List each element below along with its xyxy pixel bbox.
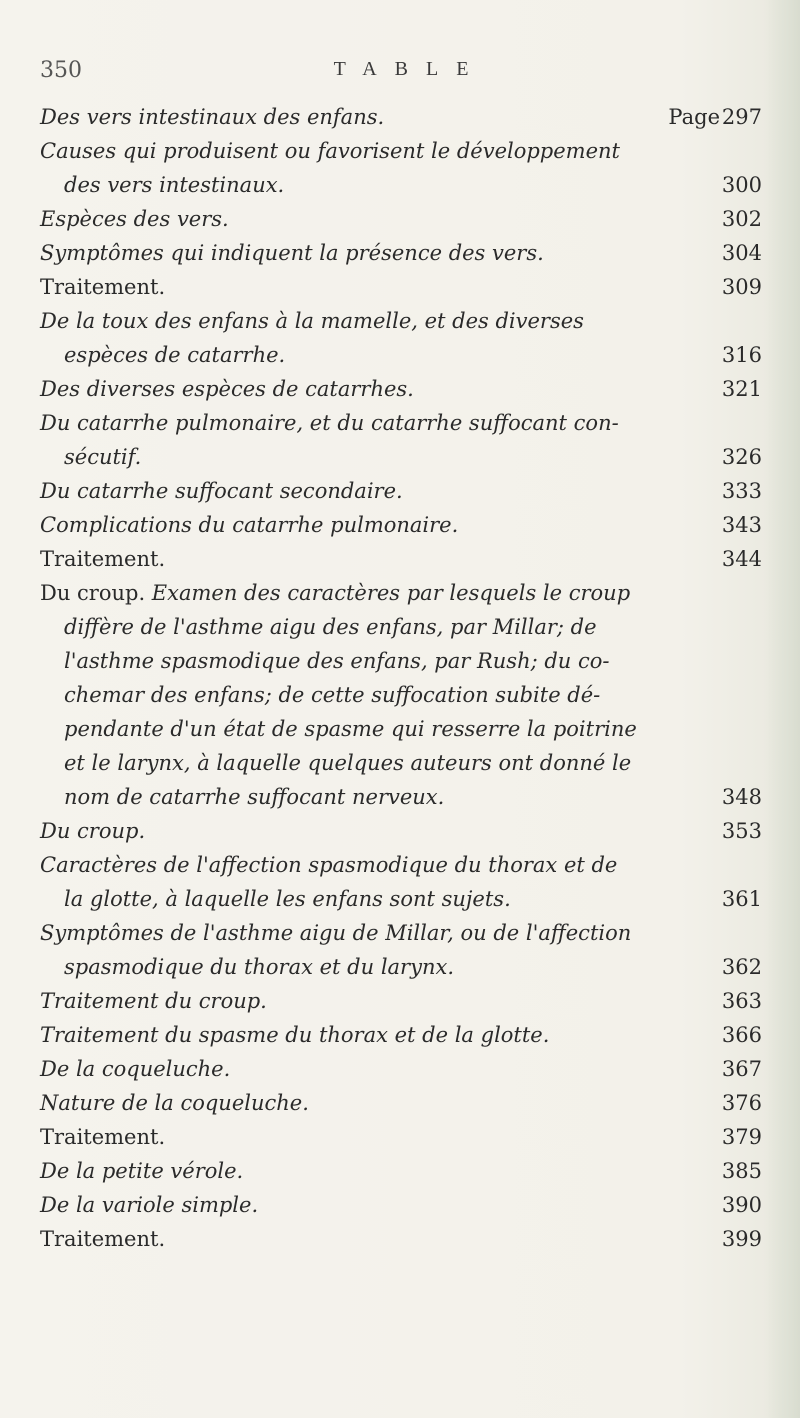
toc-entry-line [40, 1120, 762, 1154]
toc-entry-page-number: 353 [721, 819, 762, 843]
toc-entry [40, 1222, 762, 1256]
toc-entry-title: Causes qui produisent ou favorisent le développement [40, 139, 620, 163]
toc-entry-line [40, 474, 762, 508]
toc-entry-line [40, 1086, 762, 1120]
toc-entry-title: Traitement du croup. [40, 989, 267, 1013]
toc-entry-page-number: 363 [721, 989, 762, 1013]
toc-entry [40, 474, 762, 508]
toc-entry-line [40, 372, 762, 406]
toc-entry-page-number: 399 [721, 1227, 762, 1251]
toc-entry-title: pendante d'un état de spasme qui resserre la poitrine [64, 717, 637, 741]
toc-entry-title: chemar des enfans; de cette suffocation subite dé- [64, 683, 601, 707]
toc-entry-title: De la toux des enfans à la mamelle, et des diverses [40, 309, 584, 333]
toc-entry-title: Caractères de l'affection spasmodique du thorax et de [40, 853, 618, 877]
running-title: TABLE [333, 58, 487, 80]
toc-entry-line [40, 1188, 762, 1222]
toc-entry [40, 1052, 762, 1086]
toc-entry-line [40, 508, 762, 542]
toc-entry [40, 100, 762, 134]
toc-entry [40, 984, 762, 1018]
toc-entry [40, 508, 762, 542]
toc-entry [40, 236, 762, 270]
toc-entry-line [40, 984, 762, 1018]
toc-entry-page-number: 385 [721, 1159, 762, 1183]
toc-entry-title: des vers intestinaux. [64, 173, 285, 197]
page-number: 350 [40, 58, 82, 83]
toc-entry [40, 814, 762, 848]
toc-entry-page-number: 362 [721, 955, 762, 979]
toc-entry-page-number: 390 [721, 1193, 762, 1217]
table-of-contents [40, 100, 762, 1256]
toc-entry [40, 542, 762, 576]
toc-entry-title: Complications du catarrhe pulmonaire. [40, 513, 459, 537]
toc-entry-lead: Du croup. [40, 581, 146, 605]
toc-entry-title: Espèces des vers. [40, 207, 229, 231]
toc-entry [40, 134, 762, 202]
page-label: Page [668, 105, 720, 129]
toc-entry-page-number: 344 [721, 547, 762, 571]
toc-entry-title: De la coqueluche. [40, 1057, 231, 1081]
toc-entry-page-number: 297 [721, 105, 762, 129]
toc-entry-title: Nature de la coqueluche. [40, 1091, 309, 1115]
toc-entry-line [40, 1222, 762, 1256]
toc-entry-page-number: 376 [721, 1091, 762, 1115]
toc-entry-title: Des vers intestinaux des enfans. [40, 105, 385, 129]
toc-entry-page-number: 316 [721, 343, 762, 367]
toc-entry-title: Traitement du spasme du thorax et de la glotte. [40, 1023, 550, 1047]
toc-entry [40, 372, 762, 406]
toc-entry-page-number: 333 [721, 479, 762, 503]
toc-entry-title: Symptômes de l'asthme aigu de Millar, ou de l'affection [40, 921, 632, 945]
toc-entry-line [40, 576, 762, 610]
toc-entry-line [40, 814, 762, 848]
toc-entry [40, 270, 762, 304]
toc-entry-line [40, 746, 762, 780]
toc-entry-line [40, 1052, 762, 1086]
toc-entry-page-number: 309 [721, 275, 762, 299]
toc-entry-line [40, 780, 762, 814]
toc-entry-line [40, 236, 762, 270]
toc-entry-line [40, 440, 762, 474]
toc-entry [40, 406, 762, 474]
toc-entry-title: et le larynx, à laquelle quelques auteurs ont donné le [64, 751, 632, 775]
toc-entry-line [40, 678, 762, 712]
toc-entry-title: Du catarrhe suffocant secondaire. [40, 479, 403, 503]
toc-entry-page-number: 326 [721, 445, 762, 469]
toc-entry-title: sécutif. [64, 445, 142, 469]
toc-entry-title: Traitement. [40, 547, 166, 571]
toc-entry-title: Examen des caractères par lesquels le croup [145, 581, 631, 605]
toc-entry [40, 1154, 762, 1188]
toc-entry-title: Du croup. [40, 819, 146, 843]
page-edge-shadow [766, 0, 800, 1418]
toc-entry [40, 304, 762, 372]
toc-entry-page-number: 321 [721, 377, 762, 401]
toc-entry-title: diffère de l'asthme aigu des enfans, par Millar; de [64, 615, 597, 639]
toc-entry-line [40, 270, 762, 304]
toc-entry-title: espèces de catarrhe. [64, 343, 286, 367]
toc-entry-line [40, 338, 762, 372]
toc-entry-line [40, 882, 762, 916]
toc-entry-title: De la petite vérole. [40, 1159, 244, 1183]
toc-entry [40, 202, 762, 236]
toc-entry-line [40, 950, 762, 984]
toc-entry-line [40, 644, 762, 678]
toc-entry-line [40, 848, 762, 882]
toc-entry-line [40, 542, 762, 576]
toc-entry-line [40, 100, 762, 134]
toc-entry-title: Traitement. [40, 275, 166, 299]
toc-entry-line [40, 202, 762, 236]
toc-entry [40, 1086, 762, 1120]
toc-entry-page-number: 366 [721, 1023, 762, 1047]
toc-entry-page-number: 300 [721, 173, 762, 197]
toc-entry-title: Du catarrhe pulmonaire, et du catarrhe suffocant con- [40, 411, 619, 435]
toc-entry-title: Traitement. [40, 1227, 166, 1251]
toc-entry [40, 848, 762, 916]
toc-entry-page-number: 379 [721, 1125, 762, 1149]
toc-entry-title: Des diverses espèces de catarrhes. [40, 377, 414, 401]
toc-entry [40, 1188, 762, 1222]
toc-entry-page-number: 302 [721, 207, 762, 231]
toc-entry [40, 916, 762, 984]
toc-entry-title: la glotte, à laquelle les enfans sont sujets. [64, 887, 511, 911]
toc-entry-line [40, 1154, 762, 1188]
toc-entry-line [40, 134, 762, 168]
toc-entry-line [40, 610, 762, 644]
toc-entry-page-number: 348 [721, 785, 762, 809]
toc-entry-line [40, 406, 762, 440]
toc-entry-page-number: 361 [721, 887, 762, 911]
toc-entry-title: nom de catarrhe suffocant nerveux. [64, 785, 445, 809]
toc-entry-page-number: 343 [721, 513, 762, 537]
toc-entry [40, 1018, 762, 1052]
toc-entry-line [40, 304, 762, 338]
page-header [40, 58, 760, 92]
toc-entry-line [40, 168, 762, 202]
toc-entry-title: De la variole simple. [40, 1193, 259, 1217]
toc-entry-title: l'asthme spasmodique des enfans, par Rush; du co- [64, 649, 610, 673]
toc-entry-page-number: 367 [721, 1057, 762, 1081]
toc-entry-title: spasmodique du thorax et du larynx. [64, 955, 454, 979]
toc-entry-page-number: 304 [721, 241, 762, 265]
toc-entry-line [40, 916, 762, 950]
toc-entry-title: Traitement. [40, 1125, 166, 1149]
toc-entry [40, 576, 762, 814]
toc-entry [40, 1120, 762, 1154]
toc-entry-line [40, 1018, 762, 1052]
toc-entry-title: Symptômes qui indiquent la présence des vers. [40, 241, 544, 265]
toc-entry-line [40, 712, 762, 746]
